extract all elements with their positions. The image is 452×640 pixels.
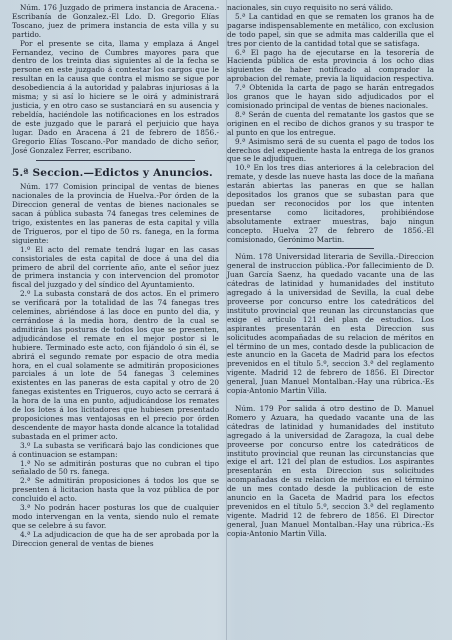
condition-4-continued: nacionales, sin cuyo requisito no será válido. [227, 3, 393, 12]
right-column [227, 4, 434, 634]
notice-176-header: Núm. 176 Juzgado de primera instancia de Aracena.-Escribanía de Gonzalez.-El Ldo. D. Gregorio Elías Toscano, juez de primera instancia de esta villa y su partido. [12, 3, 219, 39]
notice-176-body: Por el presente se cita, llama y emplaza á Angel Fernandez, vecino de Cumbres mayores para que dentro de los treinta dias siguientes al de la fecha se persone en este juzgado á contestar los cargos que le resultan en la causa que contra el mismo se sigue por desobediencia á la autoridad y palabras injuriosas á la misma; y si así lo hiciere se le oirá y administrará justicia, y en otro caso se sustanciará en su ausencia y rebeldía, haciéndole las notificaciones en los estrados de este juzgado que le parará el perjuicio que haya lugar. Dado en Aracena á 21 de febrero de 1856.- Gregorio Elías Toscano.-Por mandado de dicho señor, José Gonzalez Ferrer, escribano. [12, 38, 219, 155]
condition-2: 2.ª Se admitirán proposiciones á todos los que se presenten á licitacion hasta que la voz pública de por concluido el acto. [12, 476, 219, 504]
notice-divider [287, 400, 374, 401]
notice-178: Núm. 178 Universidad literaria de Sevilla.-Direccion general de instruccion pública.-Por fallecimiento de D. Juan García Saenz, ha quedado vacante una de las cátedras de latinidad y humanidades del instituto agregado á la universidad de Sevilla, la cual debe proveerse por concurso entre los catedráticos del instituto provincial que reunan las circunstancias que exige el artículo 121 del plan de estudios. Los aspirantes presentarán en esta Direccion sus solicitudes acompañadas de su relacion de méritos en el término de un mes, contado desde la publicacion de este anuncio en la Gaceta de Madrid para los efectos prevenidos en el título 5.º, seccion 3.ª del reglamento vigente. Madrid 12 de febrero de 1856. El Director general, Juan Manuel Montalban.-Hay una rúbrica.-Es copia-Antonio Martin Villa. [227, 252, 434, 396]
notice-divider [287, 248, 374, 249]
left-column [12, 4, 219, 634]
condition-3: 3.ª No podrán hacer posturas los que de cualquier modo intervengan en la venta, siendo nulo el remate que se celebre á su favor. [12, 503, 219, 530]
condition-8: 8.ª Serán de cuenta del rematante los gastos que se originen en el recibo de dichos granos y su traspor te al punto en que los entregue. [227, 109, 434, 137]
condition-6: 6.ª El pago ha de ejecutarse en la tesorería de Hacienda pública de esta provincia á los ocho dias siguientes de haber notificado al comprador la aprobacion del remate, previa la liquidacion respectiva. [227, 47, 434, 84]
notice-177-intro: Núm. 177 Comision principal de ventas de bienes nacionales de la provincia de Huelva.-Por órden de la Direccion general de ventas de bienes nacionales se sacan á pública subasta 74 fanegas tres celemines de trigo, existentes en las paneras de esta capital y villa de Trigueros, por el tipo de 50 rs. fanega, en la forma siguiente: [12, 182, 219, 245]
section-title: 5.ª Seccion.—Edictos y Anuncios. [12, 167, 213, 180]
notice-177-rule-3: 3.º La subasta se verificará bajo las condiciones que á continuacion se estampan: [12, 440, 219, 459]
section-divider [36, 160, 195, 161]
notice-179: Núm. 179 Por salida á otro destino de D. Manuel Romero y Azuara, ha quedado vacante una de las cátedras de latinidad y humanidades del instituto agregado á la universidad de Zaragoza, la cual debe proveerse por concurso entre los catedráticos de instituto provincial que reunan las circunstancias que exige el art. 121 del plan de estudios. Los aspirantes presentarán en esta Direccion sus solicitudes acompañadas de su relacion de méritos en el término de un mes contado desde la publicacion de este anuncio en la Gaceta de Madrid para los efectos prevenidos en el título 5.º, seccion 3.ª del reglamento vigente. Madrid 12 de febrero de 1856. El Director general, Juan Manuel Montalban.-Hay una rúbrica.-Es copia-Antonio Martin Villa. [227, 403, 434, 538]
condition-4: 4.ª La adjudicacion de que ha de ser aprobada por la Direccion general de ventas de bienes [12, 529, 219, 548]
condition-1: 1.ª No se admitirán posturas que no cubran el tipo señalado de 50 rs. fanega. [12, 458, 219, 477]
notice-177-rule-1: 1.º El acto del remate tendrá lugar en las casas consistoriales de esta capital de doce á una del dia primero de abril del corriente año, ante el señor juez de primera instancia y con intervencion del promotor fiscal del juzgado y del síndico del Ayuntamiento. [12, 244, 219, 290]
condition-9: 9.ª Asimismo será de su cuenta el pago de todos los derechos del expediente hasta la entrega de los granos que se le adjudiquen. [227, 136, 434, 164]
condition-5: 5.ª La cantidad en que se rematen los granos ha de pagarse indispensablemente en metálico, con exclusion de todo papel, sin que se admita mas calderilla que el tres por ciento de la cantidad total que se satisfaga. [227, 11, 434, 48]
condition-10: 10.ª En los tres dias anteriores á la celebracion del remate, y desde las nueve hasta las doce de la mañana estarán abiertas las paneras en que se hallan depositados los granos que se subastan para que puedan ser reconocidos por los que intenten presentarse como licitadores, prohibiéndose absolutamente extraer muestras, bajo ningun concepto. Huelva 27 de febrero de 1856.-El comisionado, Gerónimo Martin. [227, 163, 434, 244]
notice-177-rule-2: 2.º La subasta constará de dos actos. En el primero se verificará por la totalidad de las 74 fanegas tres celemines, abriéndose á las doce en punto del dia, y cerrándose á la media hora, dentro de la cual se admitirán las posturas de todos los que se presenten, adjudicándose el remate en el mejor postor si le hubiere. Terminado este acto, con fijándolo ó sin él, se abrirá el segundo remate por espacio de otra media hora, en el cual solamente se admitirán proposiciones parciales á un lote de 54 fanegas 3 celemines existentes en las paneras de esta capital y otro de 20 fanegas existentes en Trigueros, cuyo acto se cerrará á la hora de la una en punto, adjudicándose los remates de los lotes á los licitadores que hubiesen presentado proposiciones mas ventajosas en el precio por órden descendente de mayor hasta donde alcance la totalidad subastada en el primer acto. [12, 289, 219, 441]
column-separator [226, 0, 227, 640]
condition-7: 7.ª Obtenida la carta de pago se harán entregados los granos que le hayan sido adjudicados por el comisionado principal de ventas de bienes nacionales. [227, 83, 434, 110]
